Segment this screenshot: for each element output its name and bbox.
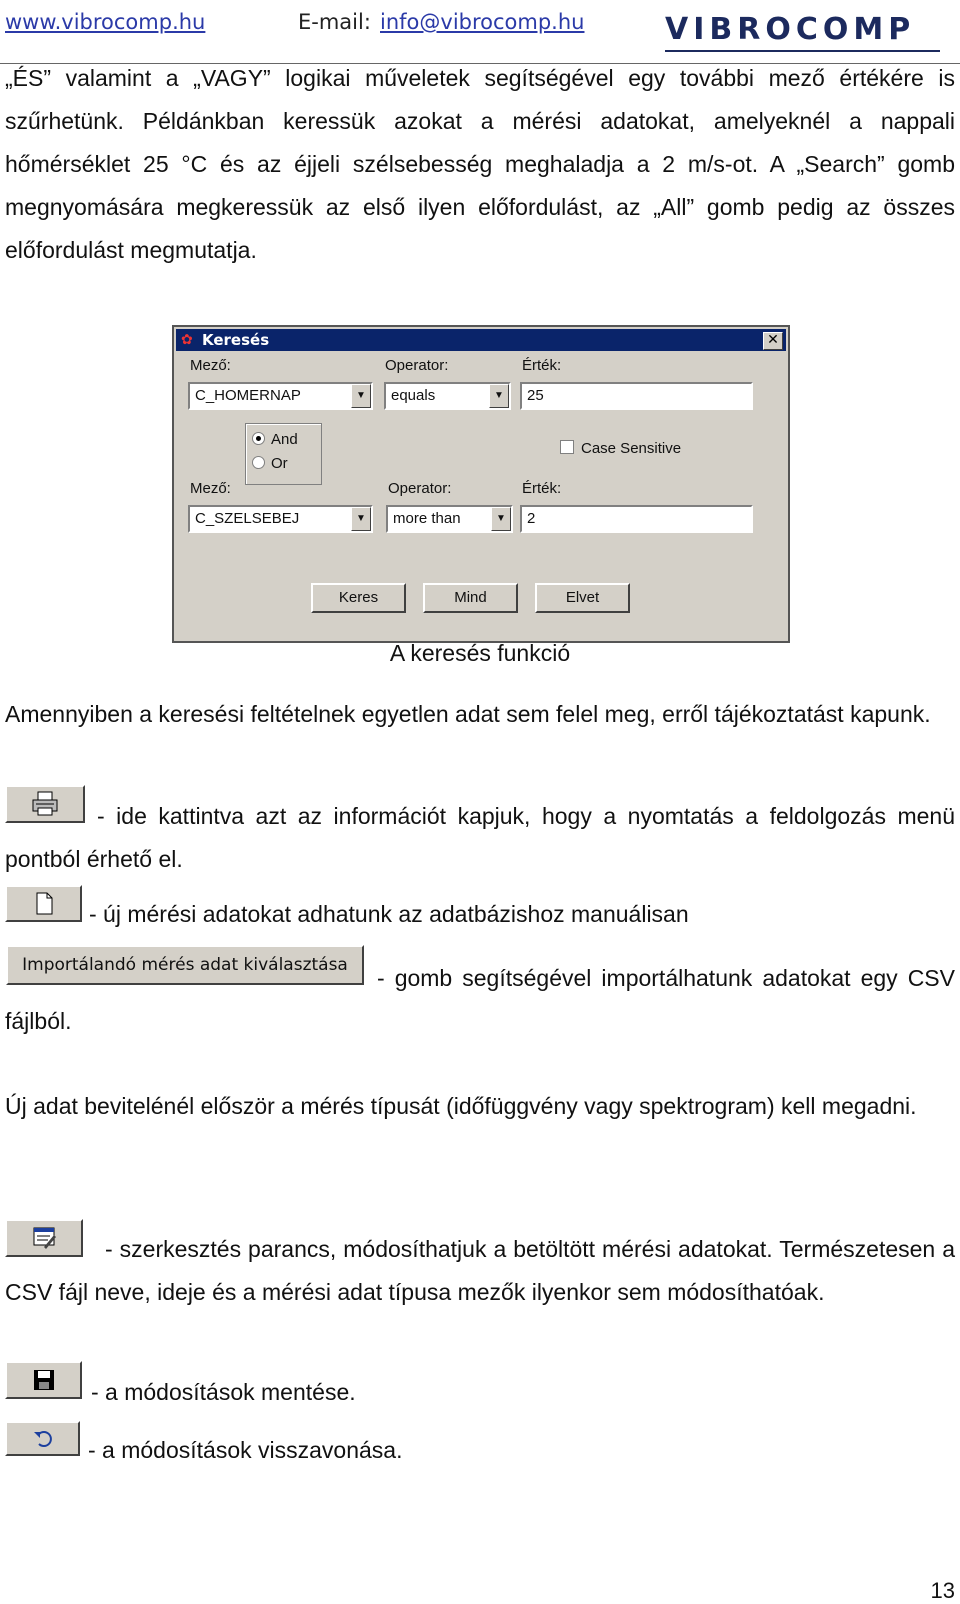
value-label-1: Érték:	[522, 357, 562, 374]
field-select-1-value: C_HOMERNAP	[195, 387, 301, 404]
chevron-down-icon[interactable]: ▼	[489, 384, 509, 408]
case-sensitive-label: Case Sensitive	[581, 440, 682, 457]
chevron-down-icon[interactable]: ▼	[351, 507, 371, 531]
operator-label-1: Operator:	[385, 357, 449, 374]
operator-select-1-value: equals	[391, 387, 436, 404]
dialog-title: Keresés	[202, 331, 270, 349]
case-sensitive-checkbox[interactable]	[560, 440, 681, 457]
new-document-icon	[33, 891, 55, 917]
website-link[interactable]: www.vibrocomp.hu	[5, 10, 206, 34]
close-icon[interactable]: ✕	[763, 332, 783, 350]
radio-and-label: And	[271, 431, 298, 448]
dialog-titlebar	[176, 329, 786, 351]
value-input-2[interactable]	[520, 505, 753, 533]
radio-selected-icon[interactable]	[252, 432, 265, 445]
intro-paragraph: „ÉS” valamint a „VAGY” logikai műveletek segítségével egy további mező értékére is szűrhetünk. Példánkban keressük azokat a mérési adatokat, amelyeknél a nappali hőmérséklet 25 °C és az éjjeli szélsebesség meghaladja a 2 m/s-ot. A „Search” gomb megnyomására megkeressük az első ilyen előfordulást, az „All” gomb pedig az összes előfordulást megmutatja.	[5, 65, 955, 263]
app-icon: ✿	[181, 332, 193, 348]
operator-select-2-value: more than	[393, 510, 461, 527]
new-record-button[interactable]	[5, 885, 82, 922]
field-select-2[interactable]	[188, 505, 373, 533]
value-input-1-text: 25	[527, 387, 544, 404]
undo-text: - a módosítások visszavonása.	[88, 1437, 403, 1463]
all-button[interactable]: Mind	[423, 583, 518, 613]
new-entry-paragraph: Új adat bevitelénél először a mérés típusát (időfüggvény vagy spektrogram) kell megadni.	[5, 1093, 917, 1119]
checkbox-icon[interactable]	[560, 440, 574, 454]
field-label-1: Mező:	[190, 357, 231, 374]
save-text: - a módosítások mentése.	[91, 1379, 356, 1405]
save-button[interactable]	[5, 1361, 82, 1399]
cancel-button[interactable]: Elvet	[535, 583, 630, 613]
field-select-1[interactable]	[188, 382, 373, 410]
chevron-down-icon[interactable]: ▼	[491, 507, 511, 531]
value-input-1[interactable]	[520, 382, 753, 410]
vibrocomp-logo: VIBROCOMP	[665, 12, 916, 47]
operator-select-1[interactable]	[384, 382, 511, 410]
undo-button[interactable]	[5, 1421, 80, 1456]
search-button[interactable]: Keres	[311, 583, 406, 613]
chevron-down-icon[interactable]: ▼	[351, 384, 371, 408]
import-paragraph: - gomb segítségével importálhatunk adatokat egy CSV fájlból.	[5, 965, 955, 1034]
logic-radio-group	[245, 423, 322, 485]
value-input-2-text: 2	[527, 510, 536, 527]
undo-icon	[31, 1428, 55, 1450]
radio-or-label: Or	[271, 455, 288, 472]
operator-select-2[interactable]	[386, 505, 513, 533]
operator-label-2: Operator:	[388, 480, 452, 497]
new-record-text: - új mérési adatokat adhatunk az adatbázishoz manuálisan	[89, 901, 689, 927]
edit-paragraph: - szerkesztés parancs, módosíthatjuk a betöltött mérési adatokat. Természetesen a CSV fájl neve, ideje és a mérési adat típusa mezők ilyenkor sem módosíthatóak.	[5, 1236, 955, 1305]
print-paragraph: - ide kattintva azt az információt kapjuk, hogy a nyomtatás a feldolgozás menü pontból érhető el.	[5, 803, 955, 872]
field-label-2: Mező:	[190, 480, 231, 497]
page-number: 13	[930, 1578, 955, 1603]
no-match-paragraph: Amennyiben a keresési feltételnek egyetlen adat sem felel meg, erről tájékoztatást kapunk.	[5, 701, 931, 727]
radio-or[interactable]	[252, 455, 288, 472]
email-link[interactable]: info@vibrocomp.hu	[380, 10, 585, 34]
import-button[interactable]: Importálandó mérés adat kiválasztása	[6, 945, 364, 985]
value-label-2: Érték:	[522, 480, 562, 497]
logo-underline	[665, 50, 940, 52]
radio-and[interactable]	[252, 431, 298, 448]
radio-unselected-icon[interactable]	[252, 456, 265, 469]
save-icon	[32, 1368, 56, 1392]
figure-caption: A keresés funkció	[389, 640, 571, 666]
email-label: E-mail:	[298, 10, 371, 34]
field-select-2-value: C_SZELSEBEJ	[195, 510, 300, 527]
